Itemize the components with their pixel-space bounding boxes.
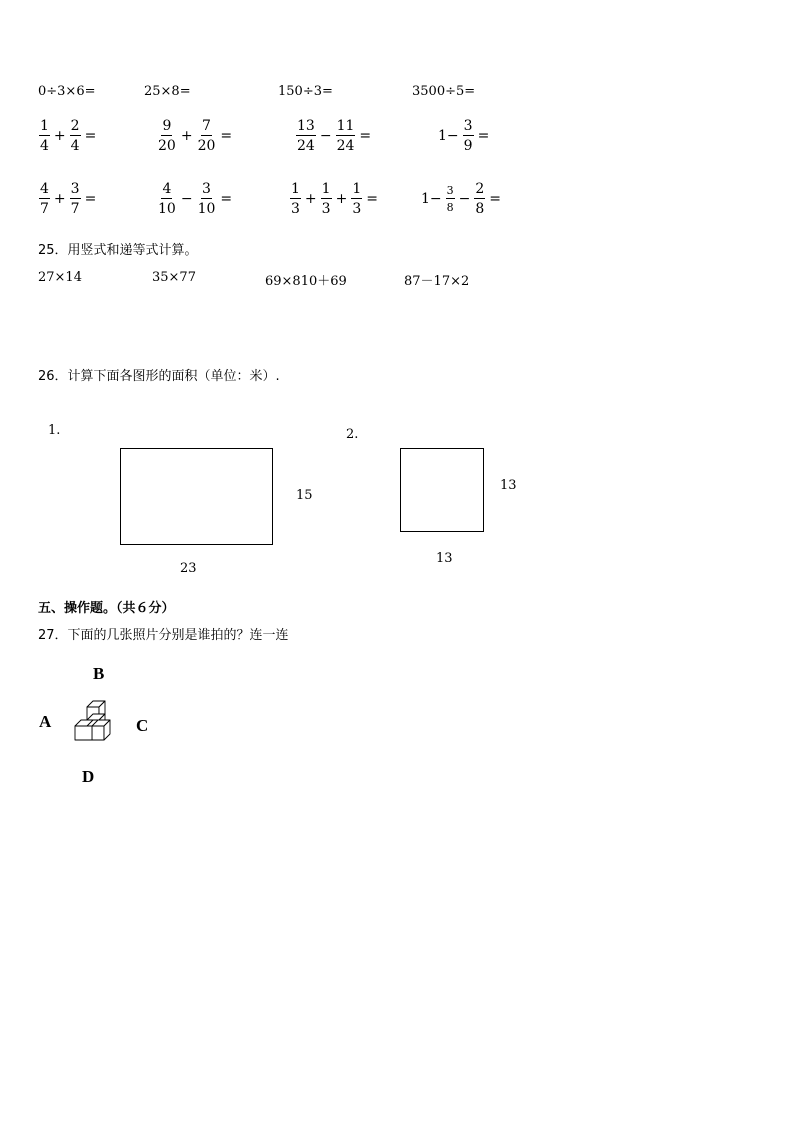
square-figure (400, 448, 484, 532)
view-label-a: A (39, 712, 52, 731)
fraction-expression: 1− $\frac{3}{8}$ − $\frac{2}{8}$ = (421, 181, 502, 217)
fraction: $\frac{3}{7}$ (70, 181, 80, 217)
question-25-title: 25．用竖式和递等式计算。 (38, 243, 198, 258)
fraction: $\frac{3}{9}$ (463, 118, 473, 154)
fraction: $\frac{9}{20}$ (158, 118, 176, 154)
fraction-expression: $\frac{1}{4}$ + $\frac{2}{4}$ = (40, 118, 97, 154)
square-bottom-label: 13 (436, 551, 453, 566)
calc-item: 27×14 (38, 270, 82, 285)
square-side-label: 13 (500, 478, 517, 493)
fraction-expression: $\frac{4}{7}$ + $\frac{3}{7}$ = (40, 181, 97, 217)
fraction: $\frac{2}{8}$ (475, 181, 485, 217)
fraction: $\frac{4}{7}$ (40, 181, 49, 217)
calc-item: 0÷3×6= (38, 84, 96, 99)
fraction: $\frac{4}{10}$ (158, 181, 176, 217)
fraction-expression: $\frac{1}{3}$ + $\frac{1}{3}$ + $\frac{1}{3}$ = (291, 181, 378, 217)
fraction-expression: $\frac{4}{10}$ − $\frac{3}{10}$ = (158, 181, 233, 217)
question-27-title: 27．下面的几张照片分别是谁拍的？连一连 (38, 628, 289, 643)
fraction-expression: 1− $\frac{3}{9}$ = (438, 118, 490, 154)
calc-item: 35×77 (152, 270, 196, 285)
calc-item: 25×8= (144, 84, 191, 99)
calc-item: 69×810＋69 (265, 274, 347, 289)
rectangle-figure (120, 448, 273, 545)
calc-item: 3500÷5= (412, 84, 476, 99)
rectangle-length-label: 23 (180, 561, 197, 576)
figure-1-label: 1. (48, 423, 61, 438)
fraction-expression: $\frac{13}{24}$ − $\frac{11}{24}$ = (297, 118, 372, 154)
fraction: $\frac{1}{4}$ (40, 118, 49, 154)
fraction: $\frac{3}{10}$ (197, 181, 216, 217)
section-heading: 五、操作题。（共６分） (38, 601, 175, 616)
calc-item: 87－17×2 (404, 274, 470, 289)
fraction: $\frac{2}{4}$ (70, 118, 80, 154)
fraction: $\frac{1}{3}$ (321, 181, 331, 217)
fraction-expression: $\frac{9}{20}$ + $\frac{7}{20}$ = (158, 118, 233, 154)
fraction: $\frac{3}{8}$ (446, 184, 454, 214)
fraction: $\frac{1}{3}$ (352, 181, 362, 217)
view-label-c: C (136, 716, 149, 735)
fraction: $\frac{13}{24}$ (297, 118, 315, 154)
rectangle-width-label: 15 (296, 488, 313, 503)
view-label-b: B (93, 664, 105, 683)
cube-stack-figure (70, 698, 120, 752)
fraction: $\frac{1}{3}$ (291, 181, 300, 217)
figure-2-label: 2. (346, 427, 359, 442)
calc-item: 150÷3= (278, 84, 333, 99)
view-label-d: D (82, 767, 95, 786)
question-26-title: 26．计算下面各图形的面积（单位：米）. (38, 369, 280, 384)
fraction: $\frac{7}{20}$ (197, 118, 216, 154)
fraction: $\frac{11}{24}$ (336, 118, 355, 154)
